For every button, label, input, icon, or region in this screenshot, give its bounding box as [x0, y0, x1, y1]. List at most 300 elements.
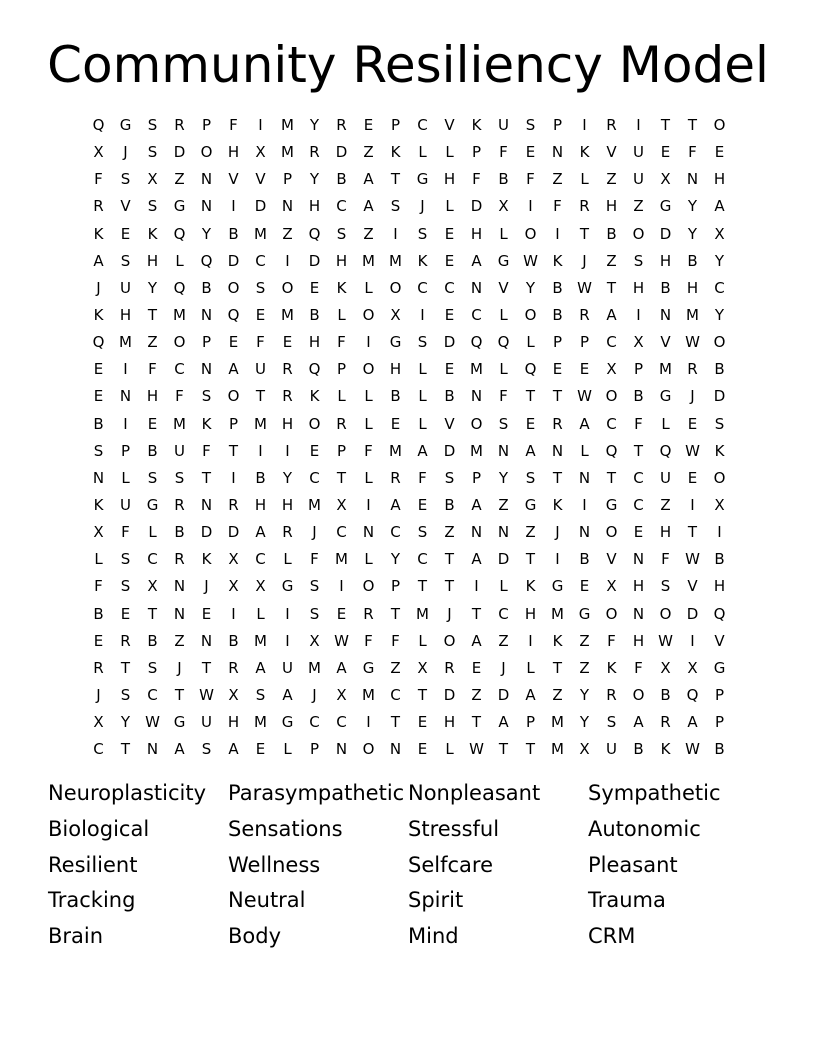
grid-letter[interactable]: H	[632, 577, 645, 596]
grid-letter[interactable]: P	[471, 143, 482, 162]
grid-letter[interactable]: E	[363, 116, 374, 134]
grid-letter[interactable]: L	[418, 631, 427, 650]
grid-letter[interactable]: D	[200, 523, 213, 542]
grid-letter[interactable]: Z	[363, 224, 374, 243]
grid-letter[interactable]: M	[659, 360, 672, 379]
grid-letter[interactable]: O	[281, 278, 294, 297]
grid-letter[interactable]: B	[714, 550, 725, 569]
grid-letter[interactable]: E	[93, 387, 104, 406]
grid-letter[interactable]: Y	[579, 685, 590, 704]
grid-letter[interactable]: L	[418, 387, 427, 406]
grid-letter[interactable]: Z	[498, 631, 509, 650]
grid-letter[interactable]: S	[525, 468, 536, 487]
grid-letter[interactable]: J	[96, 685, 101, 704]
grid-letter[interactable]: C	[309, 468, 320, 487]
grid-letter[interactable]: I	[528, 197, 533, 216]
grid-letter[interactable]: V	[120, 197, 131, 216]
grid-letter[interactable]: W	[334, 631, 349, 650]
grid-letter[interactable]: Z	[579, 631, 590, 650]
grid-letter[interactable]: T	[147, 604, 158, 623]
grid-letter[interactable]: E	[120, 224, 131, 243]
grid-letter[interactable]: K	[552, 251, 563, 270]
grid-letter[interactable]: C	[444, 278, 455, 297]
grid-letter[interactable]: F	[472, 170, 481, 189]
grid-letter[interactable]: K	[93, 495, 104, 514]
grid-letter[interactable]: S	[660, 577, 671, 596]
grid-letter[interactable]: I	[690, 631, 695, 650]
grid-letter[interactable]: U	[282, 658, 293, 677]
grid-letter[interactable]: U	[660, 468, 671, 487]
grid-letter[interactable]: U	[255, 360, 266, 379]
grid-letter[interactable]: X	[714, 495, 725, 514]
grid-letter[interactable]: B	[714, 360, 725, 379]
grid-letter[interactable]: K	[93, 305, 104, 324]
grid-letter[interactable]: G	[416, 170, 429, 189]
grid-letter[interactable]: N	[551, 441, 564, 460]
grid-letter[interactable]: S	[201, 387, 212, 406]
grid-letter[interactable]: H	[443, 713, 456, 732]
grid-letter[interactable]: P	[390, 116, 401, 134]
grid-letter[interactable]: Q	[605, 441, 618, 460]
grid-letter[interactable]: U	[606, 740, 617, 759]
grid-letter[interactable]: E	[228, 333, 239, 352]
grid-letter[interactable]: S	[201, 740, 212, 759]
grid-letter[interactable]: Y	[714, 251, 725, 270]
grid-letter[interactable]: Z	[363, 143, 374, 162]
grid-letter[interactable]: P	[309, 740, 320, 759]
grid-letter[interactable]: N	[362, 523, 375, 542]
grid-letter[interactable]: A	[255, 658, 266, 677]
grid-letter[interactable]: R	[174, 116, 185, 134]
grid-letter[interactable]: A	[525, 441, 536, 460]
grid-letter[interactable]: Z	[471, 685, 482, 704]
grid-letter[interactable]: H	[227, 143, 240, 162]
grid-letter[interactable]: X	[606, 360, 617, 379]
grid-letter[interactable]: M	[254, 713, 267, 732]
grid-letter[interactable]: Q	[92, 333, 105, 352]
grid-letter[interactable]: N	[200, 197, 213, 216]
grid-letter[interactable]: Z	[606, 170, 617, 189]
grid-letter[interactable]: L	[364, 468, 373, 487]
grid-letter[interactable]: R	[93, 658, 104, 677]
grid-letter[interactable]: I	[555, 224, 560, 243]
grid-letter[interactable]: A	[714, 197, 725, 216]
grid-letter[interactable]: K	[147, 224, 158, 243]
grid-letter[interactable]: S	[120, 550, 131, 569]
grid-letter[interactable]: M	[686, 305, 699, 324]
grid-letter[interactable]: C	[336, 523, 347, 542]
grid-letter[interactable]: A	[579, 414, 590, 433]
grid-letter[interactable]: U	[633, 143, 644, 162]
grid-letter[interactable]: S	[417, 333, 428, 352]
grid-letter[interactable]: W	[523, 251, 538, 270]
grid-letter[interactable]: H	[281, 495, 294, 514]
grid-letter[interactable]: I	[555, 550, 560, 569]
grid-letter[interactable]: U	[201, 713, 212, 732]
grid-letter[interactable]: C	[174, 360, 185, 379]
grid-letter[interactable]: K	[552, 495, 563, 514]
grid-letter[interactable]: E	[525, 143, 536, 162]
grid-letter[interactable]: N	[632, 604, 645, 623]
grid-letter[interactable]: L	[661, 414, 670, 433]
grid-letter[interactable]: N	[335, 740, 348, 759]
grid-letter[interactable]: T	[390, 604, 401, 623]
grid-letter[interactable]: S	[633, 251, 644, 270]
grid-letter[interactable]: T	[525, 550, 536, 569]
grid-letter[interactable]: P	[633, 360, 644, 379]
grid-letter[interactable]: L	[364, 278, 373, 297]
grid-letter[interactable]: M	[416, 604, 429, 623]
grid-letter[interactable]: H	[308, 333, 321, 352]
grid-letter[interactable]: Y	[309, 170, 320, 189]
grid-letter[interactable]: D	[308, 251, 321, 270]
grid-letter[interactable]: F	[634, 414, 643, 433]
grid-letter[interactable]: T	[606, 468, 617, 487]
grid-letter[interactable]: P	[471, 468, 482, 487]
grid-letter[interactable]: O	[659, 604, 672, 623]
grid-letter[interactable]: B	[579, 550, 590, 569]
grid-letter[interactable]: Y	[390, 550, 401, 569]
grid-letter[interactable]: E	[444, 305, 455, 324]
grid-letter[interactable]: A	[363, 197, 374, 216]
grid-letter[interactable]: O	[713, 116, 726, 134]
grid-letter[interactable]: X	[417, 658, 428, 677]
grid-letter[interactable]: H	[227, 713, 240, 732]
grid-letter[interactable]: G	[605, 495, 618, 514]
grid-letter[interactable]: M	[281, 143, 294, 162]
grid-letter[interactable]: Q	[200, 251, 213, 270]
grid-letter[interactable]: B	[687, 251, 698, 270]
grid-letter[interactable]: B	[714, 740, 725, 759]
grid-letter[interactable]: S	[309, 577, 320, 596]
grid-letter[interactable]: C	[633, 495, 644, 514]
grid-letter[interactable]: F	[229, 116, 238, 134]
grid-letter[interactable]: X	[687, 658, 698, 677]
grid-letter[interactable]: O	[470, 414, 483, 433]
grid-letter[interactable]: X	[336, 495, 347, 514]
grid-letter[interactable]: E	[201, 604, 212, 623]
grid-letter[interactable]: O	[605, 604, 618, 623]
grid-letter[interactable]: X	[147, 577, 158, 596]
grid-letter[interactable]: B	[606, 224, 617, 243]
grid-letter[interactable]: Q	[92, 116, 105, 134]
grid-letter[interactable]: T	[606, 278, 617, 297]
grid-letter[interactable]: L	[283, 740, 292, 759]
grid-letter[interactable]: X	[228, 577, 239, 596]
grid-letter[interactable]: B	[228, 631, 239, 650]
grid-letter[interactable]: E	[714, 143, 725, 162]
grid-letter[interactable]: V	[660, 333, 671, 352]
grid-letter[interactable]: X	[660, 658, 671, 677]
grid-letter[interactable]: B	[498, 170, 509, 189]
grid-letter[interactable]: A	[606, 305, 617, 324]
grid-letter[interactable]: C	[417, 116, 428, 134]
grid-letter[interactable]: S	[336, 224, 347, 243]
grid-letter[interactable]: Z	[633, 197, 644, 216]
grid-letter[interactable]: F	[526, 170, 535, 189]
grid-letter[interactable]: Z	[444, 523, 455, 542]
grid-letter[interactable]: I	[258, 441, 263, 460]
grid-letter[interactable]: A	[336, 658, 347, 677]
grid-letter[interactable]: F	[256, 333, 265, 352]
grid-letter[interactable]: E	[633, 523, 644, 542]
grid-letter[interactable]: Y	[687, 224, 698, 243]
grid-letter[interactable]: G	[146, 495, 159, 514]
grid-letter[interactable]: F	[310, 550, 319, 569]
grid-letter[interactable]: H	[254, 495, 267, 514]
grid-letter[interactable]: T	[147, 305, 158, 324]
grid-letter[interactable]: C	[147, 685, 158, 704]
grid-letter[interactable]: B	[660, 685, 671, 704]
grid-letter[interactable]: Q	[659, 441, 672, 460]
grid-letter[interactable]: Z	[552, 685, 563, 704]
grid-letter[interactable]: N	[470, 278, 483, 297]
grid-letter[interactable]: T	[120, 740, 131, 759]
grid-letter[interactable]: P	[201, 333, 212, 352]
grid-letter[interactable]: L	[526, 333, 535, 352]
grid-letter[interactable]: B	[444, 387, 455, 406]
grid-letter[interactable]: E	[660, 143, 671, 162]
grid-letter[interactable]: T	[201, 468, 212, 487]
grid-letter[interactable]: L	[364, 414, 373, 433]
grid-letter[interactable]: B	[93, 604, 104, 623]
grid-letter[interactable]: P	[714, 685, 725, 704]
grid-letter[interactable]: S	[147, 197, 158, 216]
grid-letter[interactable]: X	[93, 713, 104, 732]
grid-letter[interactable]: Y	[120, 713, 131, 732]
grid-letter[interactable]: L	[418, 360, 427, 379]
grid-letter[interactable]: D	[227, 523, 240, 542]
grid-letter[interactable]: P	[336, 441, 347, 460]
grid-letter[interactable]: A	[255, 523, 266, 542]
grid-letter[interactable]: G	[119, 116, 132, 134]
grid-letter[interactable]: S	[309, 604, 320, 623]
grid-letter[interactable]: D	[443, 441, 456, 460]
grid-letter[interactable]: L	[337, 305, 346, 324]
grid-letter[interactable]: T	[633, 441, 644, 460]
grid-letter[interactable]: Q	[686, 685, 699, 704]
grid-letter[interactable]: K	[579, 143, 590, 162]
grid-letter[interactable]: C	[147, 550, 158, 569]
grid-letter[interactable]: P	[228, 414, 239, 433]
grid-letter[interactable]: G	[524, 495, 537, 514]
grid-letter[interactable]: C	[633, 468, 644, 487]
grid-letter[interactable]: L	[364, 550, 373, 569]
grid-letter[interactable]: L	[121, 468, 130, 487]
grid-letter[interactable]: H	[632, 278, 645, 297]
grid-letter[interactable]: O	[713, 333, 726, 352]
grid-letter[interactable]: I	[285, 631, 290, 650]
grid-letter[interactable]: T	[201, 658, 212, 677]
grid-letter[interactable]: C	[606, 333, 617, 352]
grid-letter[interactable]: M	[254, 224, 267, 243]
grid-letter[interactable]: M	[254, 414, 267, 433]
grid-letter[interactable]: I	[123, 360, 128, 379]
grid-letter[interactable]: I	[339, 577, 344, 596]
grid-letter[interactable]: Q	[308, 360, 321, 379]
grid-letter[interactable]: T	[498, 740, 509, 759]
grid-letter[interactable]: M	[362, 685, 375, 704]
grid-letter[interactable]: T	[525, 387, 536, 406]
grid-letter[interactable]: Q	[227, 305, 240, 324]
grid-letter[interactable]: N	[200, 360, 213, 379]
grid-letter[interactable]: L	[499, 224, 508, 243]
grid-letter[interactable]: I	[123, 414, 128, 433]
grid-letter[interactable]: F	[148, 360, 157, 379]
grid-letter[interactable]: I	[366, 713, 371, 732]
grid-letter[interactable]: K	[660, 740, 671, 759]
grid-letter[interactable]: L	[148, 523, 157, 542]
grid-letter[interactable]: I	[366, 333, 371, 352]
grid-letter[interactable]: A	[525, 685, 536, 704]
grid-letter[interactable]: I	[690, 495, 695, 514]
grid-letter[interactable]: T	[552, 387, 563, 406]
grid-letter[interactable]: D	[470, 197, 483, 216]
grid-letter[interactable]: G	[497, 251, 510, 270]
grid-letter[interactable]: N	[389, 740, 402, 759]
grid-letter[interactable]: F	[364, 631, 373, 650]
grid-letter[interactable]: E	[120, 604, 131, 623]
grid-letter[interactable]: B	[660, 278, 671, 297]
grid-letter[interactable]: M	[281, 305, 294, 324]
grid-letter[interactable]: I	[528, 631, 533, 650]
grid-letter[interactable]: N	[578, 523, 591, 542]
grid-letter[interactable]: B	[552, 305, 563, 324]
grid-letter[interactable]: M	[470, 441, 483, 460]
grid-letter[interactable]: I	[393, 224, 398, 243]
grid-letter[interactable]: L	[256, 604, 265, 623]
grid-letter[interactable]: C	[336, 197, 347, 216]
grid-letter[interactable]: H	[632, 631, 645, 650]
grid-letter[interactable]: A	[471, 495, 482, 514]
grid-letter[interactable]: F	[337, 333, 346, 352]
grid-letter[interactable]: S	[147, 468, 158, 487]
grid-letter[interactable]: G	[281, 713, 294, 732]
grid-letter[interactable]: A	[282, 685, 293, 704]
grid-letter[interactable]: X	[93, 523, 104, 542]
grid-letter[interactable]: U	[120, 278, 131, 297]
grid-letter[interactable]: R	[93, 197, 104, 216]
grid-letter[interactable]: Z	[606, 251, 617, 270]
grid-letter[interactable]: O	[173, 333, 186, 352]
grid-letter[interactable]: L	[499, 305, 508, 324]
grid-letter[interactable]: W	[469, 740, 484, 759]
grid-letter[interactable]: G	[578, 604, 591, 623]
grid-letter[interactable]: G	[281, 577, 294, 596]
grid-letter[interactable]: V	[228, 170, 239, 189]
grid-letter[interactable]: H	[713, 577, 726, 596]
grid-letter[interactable]: I	[366, 495, 371, 514]
grid-letter[interactable]: N	[281, 197, 294, 216]
grid-letter[interactable]: F	[175, 387, 184, 406]
grid-letter[interactable]: L	[175, 251, 184, 270]
grid-letter[interactable]: X	[336, 685, 347, 704]
grid-letter[interactable]: S	[147, 116, 158, 134]
grid-letter[interactable]: B	[633, 740, 644, 759]
grid-letter[interactable]: T	[390, 170, 401, 189]
grid-letter[interactable]: I	[231, 197, 236, 216]
grid-letter[interactable]: Q	[470, 333, 483, 352]
grid-letter[interactable]: S	[444, 468, 455, 487]
grid-letter[interactable]: E	[93, 360, 104, 379]
grid-letter[interactable]: E	[552, 360, 563, 379]
grid-letter[interactable]: E	[687, 414, 698, 433]
grid-letter[interactable]: N	[200, 170, 213, 189]
grid-letter[interactable]: O	[362, 305, 375, 324]
grid-letter[interactable]: O	[389, 278, 402, 297]
grid-letter[interactable]: B	[228, 224, 239, 243]
grid-letter[interactable]: E	[336, 604, 347, 623]
grid-letter[interactable]: P	[552, 116, 563, 134]
grid-letter[interactable]: O	[362, 360, 375, 379]
grid-letter[interactable]: Y	[201, 224, 212, 243]
grid-letter[interactable]: V	[255, 170, 266, 189]
grid-letter[interactable]: M	[173, 305, 186, 324]
grid-letter[interactable]: A	[417, 441, 428, 460]
grid-letter[interactable]: Q	[713, 604, 726, 623]
grid-letter[interactable]: H	[281, 414, 294, 433]
grid-letter[interactable]: K	[390, 143, 401, 162]
grid-letter[interactable]: J	[123, 143, 128, 162]
grid-letter[interactable]: A	[471, 631, 482, 650]
grid-letter[interactable]: R	[228, 658, 239, 677]
grid-letter[interactable]: H	[146, 251, 159, 270]
grid-letter[interactable]: J	[312, 685, 317, 704]
grid-letter[interactable]: X	[255, 577, 266, 596]
grid-letter[interactable]: M	[389, 251, 402, 270]
grid-letter[interactable]: A	[498, 713, 509, 732]
grid-letter[interactable]: A	[228, 360, 239, 379]
grid-letter[interactable]: D	[173, 143, 186, 162]
grid-letter[interactable]: C	[390, 685, 401, 704]
grid-letter[interactable]: K	[417, 251, 428, 270]
grid-letter[interactable]: H	[605, 197, 618, 216]
grid-letter[interactable]: M	[119, 333, 132, 352]
grid-letter[interactable]: T	[444, 577, 455, 596]
grid-letter[interactable]: F	[364, 441, 373, 460]
grid-letter[interactable]: A	[228, 740, 239, 759]
grid-letter[interactable]: W	[685, 550, 700, 569]
grid-letter[interactable]: A	[471, 251, 482, 270]
grid-letter[interactable]: R	[282, 523, 293, 542]
grid-letter[interactable]: F	[121, 523, 130, 542]
grid-letter[interactable]: S	[714, 414, 725, 433]
grid-letter[interactable]: N	[173, 604, 186, 623]
grid-letter[interactable]: Z	[174, 170, 185, 189]
grid-letter[interactable]: V	[606, 143, 617, 162]
grid-letter[interactable]: E	[417, 713, 428, 732]
grid-letter[interactable]: S	[390, 197, 401, 216]
grid-letter[interactable]: D	[443, 333, 456, 352]
grid-letter[interactable]: S	[255, 685, 266, 704]
grid-letter[interactable]: Y	[714, 305, 725, 324]
grid-letter[interactable]: R	[444, 658, 455, 677]
grid-letter[interactable]: F	[688, 143, 697, 162]
grid-letter[interactable]: L	[526, 658, 535, 677]
grid-letter[interactable]: I	[636, 305, 641, 324]
grid-letter[interactable]: K	[714, 441, 725, 460]
grid-letter[interactable]: V	[444, 414, 455, 433]
grid-letter[interactable]: S	[606, 713, 617, 732]
grid-letter[interactable]: N	[551, 143, 564, 162]
grid-letter[interactable]: A	[390, 495, 401, 514]
grid-letter[interactable]: T	[525, 740, 536, 759]
grid-letter[interactable]: T	[687, 116, 698, 134]
grid-letter[interactable]: E	[579, 360, 590, 379]
grid-letter[interactable]: B	[633, 387, 644, 406]
grid-letter[interactable]: M	[308, 658, 321, 677]
grid-letter[interactable]: D	[443, 685, 456, 704]
